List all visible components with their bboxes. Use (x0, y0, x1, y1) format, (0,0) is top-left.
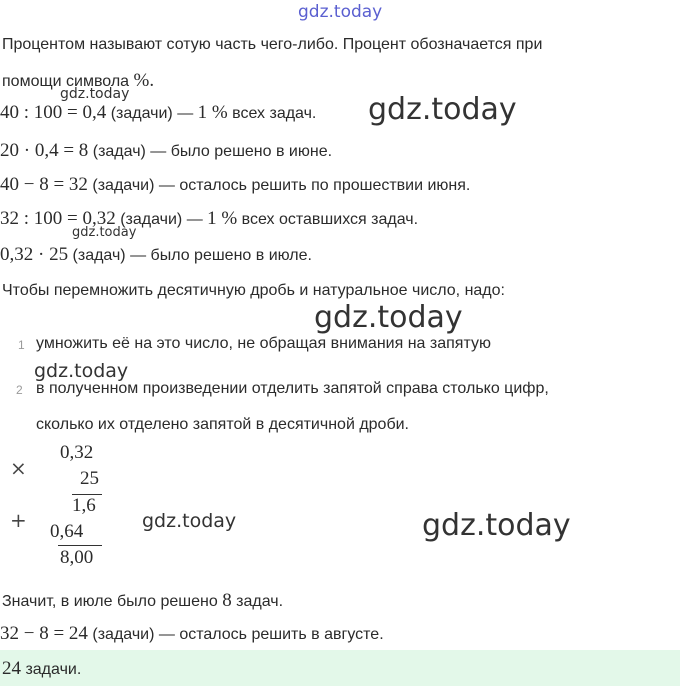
calc-4-math-b: 1 % (207, 208, 238, 229)
conclusion-line (2, 590, 283, 612)
step-2-text: в полученном произведении отделить запятой справа столько цифр, (36, 380, 549, 397)
calc-line-2 (0, 140, 332, 162)
answer-line (2, 658, 81, 680)
calc-4-text-a: (задачи) — (115, 211, 208, 228)
watermark-medium-2: gdz.today (142, 510, 237, 532)
calc-line-3 (0, 174, 470, 196)
step-1-text: умножить её на это число, не обращая внимания на запятую (36, 335, 491, 352)
calc-1-text-b: всех задач. (227, 105, 317, 122)
calc-line-6 (0, 623, 384, 645)
calc-6-text: (задачи) — осталось решить в августе. (87, 626, 384, 643)
watermark-large-3: gdz.today (422, 508, 571, 543)
watermark-top: gdz.today (298, 2, 383, 22)
percent-symbol: %. (133, 70, 155, 91)
conclusion-text-a: Значит, в июле было решено (2, 593, 223, 610)
conclusion-text-b: задач. (231, 593, 284, 610)
watermark-small-2: gdz.today (72, 225, 137, 240)
rule-intro: Чтобы перемножить десятичную дробь и натуральное число, надо: (2, 282, 505, 299)
watermark-large-1: gdz.today (368, 92, 517, 127)
watermark-large-2: gdz.today (314, 300, 463, 335)
step-2-text-continued: сколько их отделено запятой в десятичной дроби. (36, 416, 409, 433)
multiply-sign: × (10, 456, 27, 480)
partial-product-2: 0,64 (50, 521, 84, 542)
calc-4-math-a: 32 : 100 = 0,32 (0, 208, 116, 229)
watermark-small-1: gdz.today (60, 86, 130, 102)
calc-5-math: 0,32 · 25 (0, 244, 69, 265)
calc-2-text: (задач) — было решено в июне. (88, 143, 333, 160)
calc-5-text: (задач) — было решено в июле. (68, 247, 312, 264)
calc-6-math: 32 − 8 = 24 (0, 623, 88, 644)
column-rule-2 (58, 545, 102, 546)
intro-line-1: Процентом называют сотую часть чего-либо. Процент обозначается при (2, 36, 543, 53)
calc-1-math-b: 1 % (197, 102, 228, 123)
calc-1-math-a: 40 : 100 = 0,4 (0, 102, 107, 123)
calc-line-5 (0, 244, 312, 266)
calc-line-1 (0, 102, 316, 124)
calc-2-math: 20 · 0,4 = 8 (0, 140, 89, 161)
column-result: 8,00 (60, 547, 94, 568)
step-1-number: 1 (18, 338, 25, 352)
watermark-medium-1: gdz.today (34, 360, 129, 382)
calc-1-text-a: (задачи) — (106, 105, 198, 122)
answer-math: 24 (2, 658, 21, 679)
partial-product-1: 1,6 (72, 495, 96, 516)
conclusion-math: 8 (222, 590, 232, 611)
calc-line-4 (0, 208, 418, 230)
calc-3-text: (задачи) — осталось решить по прошествии июня. (87, 177, 471, 194)
plus-sign: + (10, 508, 27, 532)
multiplier: 25 (80, 468, 99, 489)
calc-4-text-b: всех оставшихся задач. (237, 211, 419, 228)
step-2-number: 2 (16, 383, 23, 397)
answer-highlight (0, 650, 680, 686)
answer-text: задачи. (21, 661, 82, 678)
multiplicand: 0,32 (60, 442, 94, 463)
calc-3-math: 40 − 8 = 32 (0, 174, 88, 195)
intro-line-2-text: помощи символа (2, 73, 130, 90)
